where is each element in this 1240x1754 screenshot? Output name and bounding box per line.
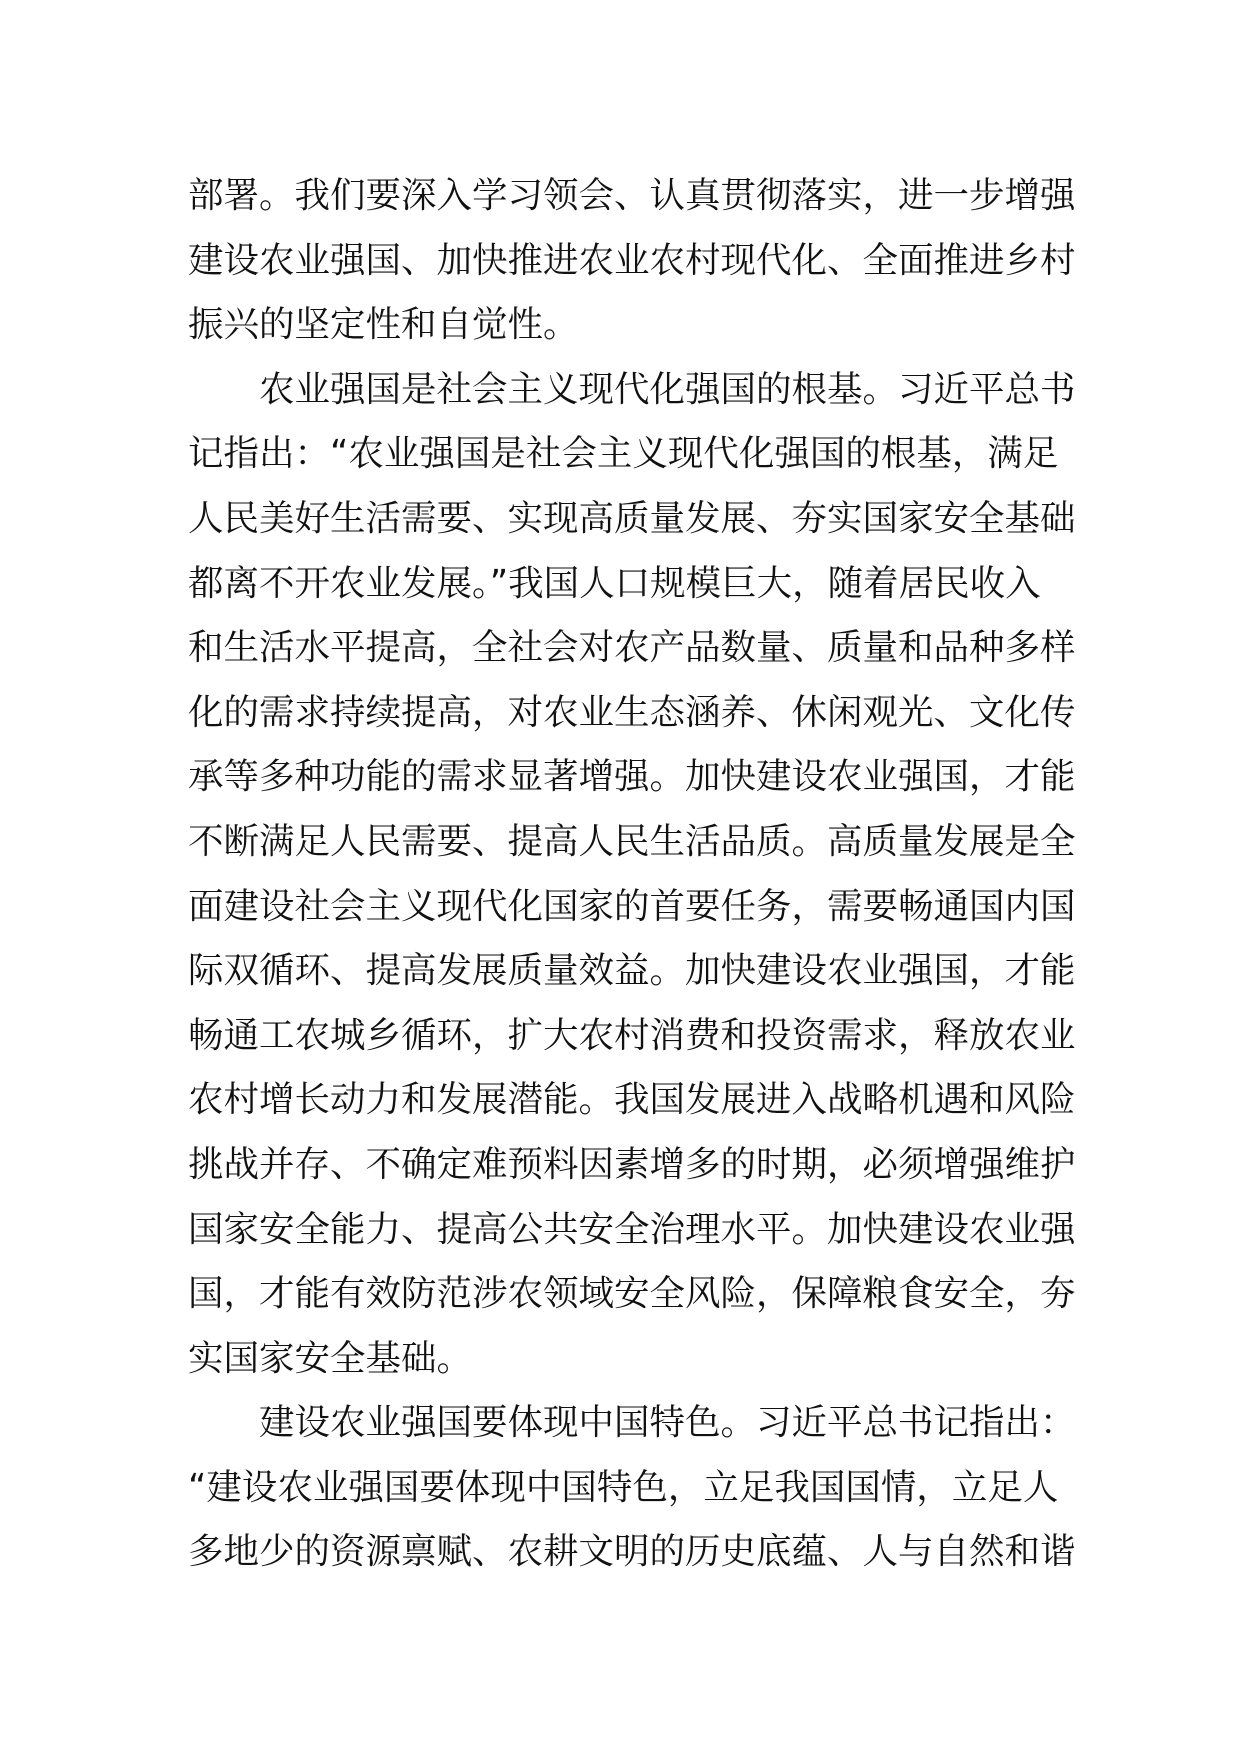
text-line: 际双循环、提高发展质量效益。加快建设农业强国，才能 bbox=[188, 950, 1076, 992]
text-line: 承等多种功能的需求显著增强。加快建设农业强国，才能 bbox=[188, 756, 1076, 798]
text-line: 化的需求持续提高，对农业生态涵养、休闲观光、文化传 bbox=[188, 691, 1076, 733]
text-line: 实国家安全基础。 bbox=[188, 1337, 473, 1379]
text-line: 畅通工农城乡循环，扩大农村消费和投资需求，释放农业 bbox=[188, 1014, 1076, 1056]
text-line: 国，才能有效防范涉农领域安全风险，保障粮食安全，夯 bbox=[188, 1273, 1076, 1315]
text-line: 面建设社会主义现代化国家的首要任务，需要畅通国内国 bbox=[188, 885, 1076, 927]
text-line: 建设农业强国要体现中国特色。习近平总书记指出： bbox=[188, 1402, 1076, 1444]
text-line: 多地少的资源禀赋、农耕文明的历史底蕴、人与自然和谐 bbox=[188, 1531, 1076, 1573]
text-line: 不断满足人民需要、提高人民生活品质。高质量发展是全 bbox=[188, 820, 1076, 862]
text-line: 国家安全能力、提高公共安全治理水平。加快建设农业强 bbox=[188, 1208, 1076, 1250]
text-line: 建设农业强国、加快推进农业农村现代化、全面推进乡村 bbox=[188, 239, 1076, 281]
text-line: 部署。我们要深入学习领会、认真贯彻落实，进一步增强 bbox=[188, 175, 1076, 216]
text-line: 人民美好生活需要、实现高质量发展、夯实国家安全基础 bbox=[188, 497, 1076, 539]
body-text bbox=[188, 164, 1076, 1585]
text-line: 农村增长动力和发展潜能。我国发展进入战略机遇和风险 bbox=[188, 1079, 1076, 1121]
text-line: 农业强国是社会主义现代化强国的根基。习近平总书 bbox=[188, 368, 1076, 410]
text-line: 记指出：“农业强国是社会主义现代化强国的根基，满足 bbox=[188, 433, 1059, 475]
text-line: 和生活水平提高，全社会对农产品数量、质量和品种多样 bbox=[188, 627, 1076, 669]
text-line: 振兴的坚定性和自觉性。 bbox=[188, 304, 579, 346]
text-line: “建设农业强国要体现中国特色，立足我国国情，立足人 bbox=[188, 1466, 1059, 1508]
text-line: 挑战并存、不确定难预料因素增多的时期，必须增强维护 bbox=[188, 1143, 1076, 1185]
text-line: 都离不开农业发展。”我国人口规模巨大，随着居民收入 bbox=[188, 562, 1041, 604]
